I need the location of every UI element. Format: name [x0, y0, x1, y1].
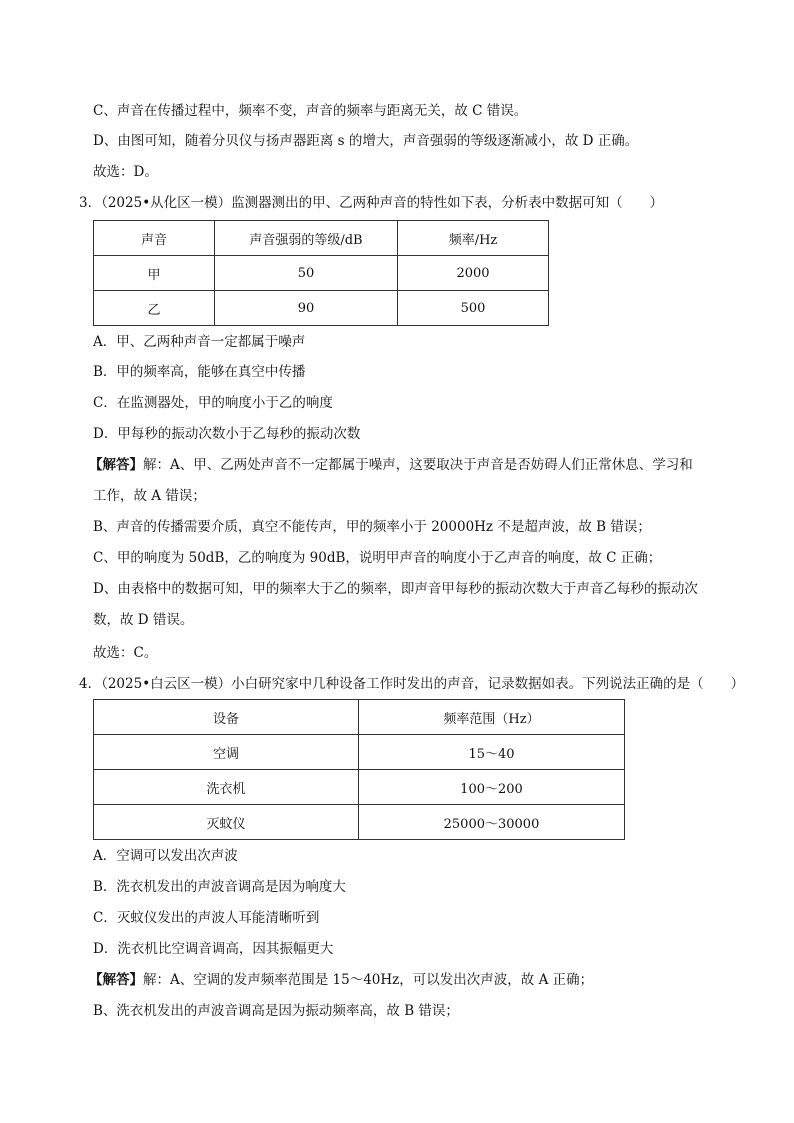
q3-table: [93, 220, 549, 326]
q4-stem: 4．（2025•白云区一模）小白研究家中几种设备工作时发出的声音，记录数据如表。下列说法正确的是（ ）: [79, 676, 745, 692]
q3-solution-line4b: 数，故 D 错误。: [93, 612, 194, 628]
table-row: [94, 291, 549, 326]
prev-answer: 故选：D。: [93, 164, 158, 180]
q4-cell: 15～40: [359, 735, 625, 770]
prev-solution-c: C、声音在传播过程中，频率不变，声音的频率与距离无关，故 C 错误。: [93, 103, 528, 119]
q3-stem: 3．（2025•从化区一模）监测器测出的甲、乙两种声音的特性如下表，分析表中数据可知（ ）: [79, 195, 664, 211]
q4-solution-line2: B、洗衣机发出的声波音调高是因为振动频率高，故 B 错误；: [93, 1003, 459, 1019]
table-row: [94, 770, 625, 805]
q4-solution-tag: 【解答】: [89, 972, 143, 988]
q4-cell: 灭蚊仪: [94, 805, 359, 840]
q3-cell: 2000: [398, 256, 549, 291]
q4-header-range: 频率范围（Hz）: [359, 700, 625, 735]
table-row: [94, 256, 549, 291]
prev-solution-d: D、由图可知，随着分贝仪与扬声器距离 s 的增大，声音强弱的等级逐渐减小，故 D 正确。: [93, 133, 639, 149]
q4-option-a: A．空调可以发出次声波: [93, 848, 238, 864]
q4-option-d: D．洗衣机比空调音调高，因其振幅更大: [93, 941, 334, 957]
q3-solution-tag: 【解答】: [89, 457, 143, 473]
q3-solution-line1b: 工作，故 A 错误；: [93, 488, 206, 504]
q3-cell: 50: [215, 256, 398, 291]
q4-option-b: B．洗衣机发出的声波音调高是因为响度大: [93, 879, 346, 895]
q3-cell: 甲: [94, 256, 215, 291]
q3-header-sound: 声音: [94, 221, 215, 256]
q4-table: [93, 699, 625, 840]
q3-option-b: B．甲的频率高，能够在真空中传播: [93, 364, 306, 380]
q3-option-c: C．在监测器处，甲的响度小于乙的响度: [93, 395, 333, 411]
q3-option-a: A．甲、乙两种声音一定都属于噪声: [93, 334, 306, 350]
q4-option-c: C．灭蚊仪发出的声波人耳能清晰听到: [93, 910, 320, 926]
q4-cell: 25000～30000: [359, 805, 625, 840]
q4-cell: 空调: [94, 735, 359, 770]
q3-solution-line4: D、由表格中的数据可知，甲的频率大于乙的频率，即声音甲每秒的振动次数大于声音乙每秒的振动次: [93, 581, 698, 597]
q3-cell: 乙: [94, 291, 215, 326]
q3-cell: 500: [398, 291, 549, 326]
table-row: [94, 805, 625, 840]
q3-table-header: [94, 221, 549, 256]
q4-cell: 100～200: [359, 770, 625, 805]
table-row: [94, 735, 625, 770]
q4-solution-line1: [89, 970, 593, 990]
q3-cell: 90: [215, 291, 398, 326]
q4-solution-text1: 解：A、空调的发声频率范围是 15～40Hz，可以发出次声波，故 A 正确；: [143, 972, 594, 988]
q3-option-d: D．甲每秒的振动次数小于乙每秒的振动次数: [93, 426, 361, 442]
q4-header-device: 设备: [94, 700, 359, 735]
q3-solution-text1: 解：A、甲、乙两处声音不一定都属于噪声，这要取决于声音是否妨碍人们正常休息、学习和: [143, 457, 693, 473]
q3-solution-line2: B、声音的传播需要介质，真空不能传声，甲的频率小于 20000Hz 不是超声波，故 B 错误；: [93, 519, 651, 535]
q3-solution-line1: [89, 455, 693, 475]
q4-cell: 洗衣机: [94, 770, 359, 805]
q4-table-header: [94, 700, 625, 735]
q3-header-freq: 频率/Hz: [398, 221, 549, 256]
q3-solution-line3: C、甲的响度为 50dB，乙的响度为 90dB，说明甲声音的响度小于乙声音的响度，故 C 正确；: [93, 550, 662, 566]
q3-header-level: 声音强弱的等级/dB: [215, 221, 398, 256]
q3-answer: 故选：C。: [93, 645, 158, 661]
